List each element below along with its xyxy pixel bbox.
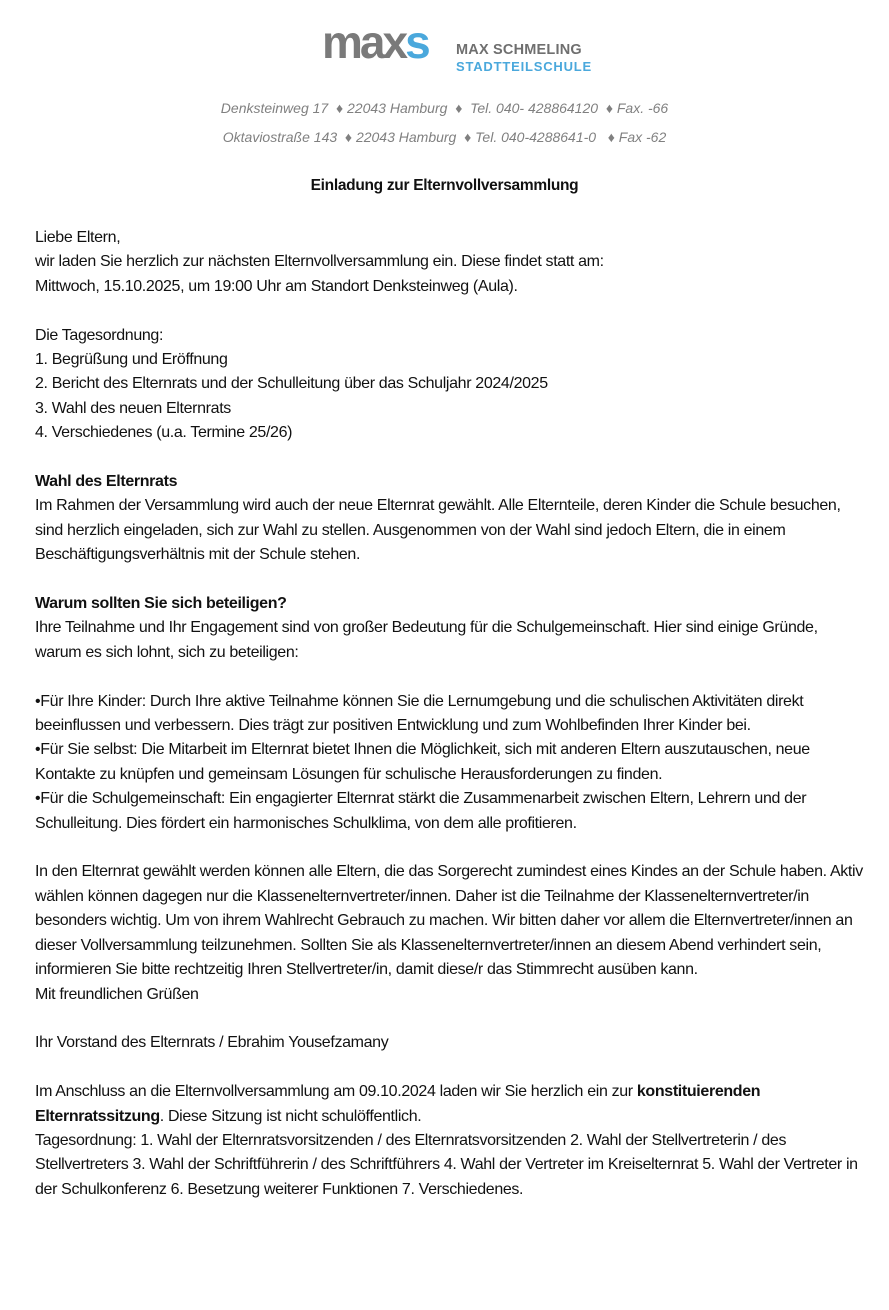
address-line-denksteinweg: Denksteinweg 17 ♦ 22043 Hamburg ♦ Tel. 040- 428864120 ♦ Fax. -66 bbox=[220, 100, 669, 116]
followup-agenda: Tagesordnung: 1. Wahl der Elternratsvorsitzenden / des Elternratsvorsitzenden 2. Wahl der Stellvertreterin / des Stellvertreters 3. Wahl der Schriftführerin / des Schriftführers 4. Wahl der Vertreter im Kreiselternrat 5. Wahl der Vertreter in der Schulkonferenz 6. Besetzung weiterer Funktionen 7. Verschiedenes. bbox=[35, 1131, 858, 1198]
logo-mark-blue: s bbox=[405, 16, 428, 68]
intro-line: wir laden Sie herzlich zur nächsten Elternvollversammlung ein. Diese findet statt am: bbox=[35, 253, 604, 271]
eligibility-text: In den Elternrat gewählt werden können alle Eltern, die das Sorgerecht zumindest eines Kindes an der Schule haben. Aktiv wählen können dagegen nur die Klassenelternvertreter/innen. Daher ist die Teilnahme der Klassenelternvertreter/in besonders wichtig. Um von ihrem Wahlrecht Gebrauch zu machen. Wir bitten daher vor allem die Elternvertreter/innen an dieser Vollversammlung teilzunehmen. Sollten Sie als Klassenelternvertreter/innen an diesem Abend verhindert sein, informieren Sie bitte rechtzeitig Ihren Stellvertreter/in, damit diese/r das Stimmrecht ausüben kann. bbox=[35, 863, 863, 979]
agenda-item: 3. Wahl des neuen Elternrats bbox=[35, 399, 231, 417]
agenda-item: 4. Verschiedenes (u.a. Termine 25/26) bbox=[35, 424, 293, 442]
letter-body bbox=[35, 226, 865, 1202]
document-title: Einladung zur Elternvollversammlung bbox=[310, 177, 579, 194]
reason-bullet-community: •Für die Schulgemeinschaft: Ein engagierter Elternrat stärkt die Zusammenarbeit zwischen Eltern, Lehrern und der Schulleitung. Dies fördert ein harmonisches Schulklima, von dem alle profitieren. bbox=[35, 790, 807, 832]
school-name: MAX SCHMELING bbox=[456, 42, 582, 58]
election-heading: Wahl des Elternrats bbox=[35, 473, 178, 491]
school-logo bbox=[322, 16, 622, 74]
constituent-meeting-emphasis: konstituierenden Elternratssitzung bbox=[35, 1083, 761, 1125]
intro-line: Mittwoch, 15.10.2025, um 19:00 Uhr am Standort Denksteinweg (Aula). bbox=[35, 277, 518, 295]
agenda-item: 2. Bericht des Elternrats und der Schulleitung über das Schuljahr 2024/2025 bbox=[35, 375, 548, 393]
reason-bullet-yourself: •Für Sie selbst: Die Mitarbeit im Elternrat bietet Ihnen die Möglichkeit, sich mit anderen Eltern auszutauschen, neue Kontakte zu knüpfen und gemeinsam Lösungen für schulische Herausforderungen zu finden. bbox=[35, 741, 810, 783]
address-line-oktaviostrasse: Oktaviostraße 143 ♦ 22043 Hamburg ♦ Tel. 040-4288641-0 ♦ Fax -62 bbox=[222, 129, 667, 145]
logo-mark bbox=[322, 16, 428, 68]
logo-mark-gray: max bbox=[322, 16, 406, 68]
agenda-item: 1. Begrüßung und Eröffnung bbox=[35, 351, 228, 369]
agenda-heading: Die Tagesordnung: bbox=[35, 326, 164, 344]
election-text: Im Rahmen der Versammlung wird auch der neue Elternrat gewählt. Alle Elternteile, deren Kinder die Schule besuchen, sind herzlich eingeladen, sich zur Wahl zu stellen. Ausgenommen von der Wahl sind jedoch Eltern, die in einem Beschäftigungsverhältnis mit der Schule stehen. bbox=[35, 497, 841, 564]
signature: Ihr Vorstand des Elternrats / Ebrahim Yousefzamany bbox=[35, 1034, 389, 1052]
why-heading: Warum sollten Sie sich beteiligen? bbox=[35, 595, 287, 613]
followup-invitation: Im Anschluss an die Elternvollversammlung am 09.10.2024 laden wir Sie herzlich ein zur konstituierenden Elternratssitzung. Diese Sitzung ist nicht schulöffentlich. bbox=[35, 1083, 761, 1125]
reason-bullet-children: •Für Ihre Kinder: Durch Ihre aktive Teilnahme können Sie die Lernumgebung und die schulischen Aktivitäten direkt beeinflussen und verbessern. Dies trägt zur positiven Entwicklung und zum Wohlbefinden Ihrer Kinder bei. bbox=[35, 692, 804, 735]
closing: Mit freundlichen Grüßen bbox=[35, 985, 199, 1003]
why-text: Ihre Teilnahme und Ihr Engagement sind von großer Bedeutung für die Schulgemeinschaft. Hier sind einige Gründe, warum es sich lohnt, sich zu beteiligen: bbox=[35, 619, 818, 661]
greeting: Liebe Eltern, bbox=[35, 229, 121, 246]
school-subtitle: STADTTEILSCHULE bbox=[456, 59, 592, 74]
